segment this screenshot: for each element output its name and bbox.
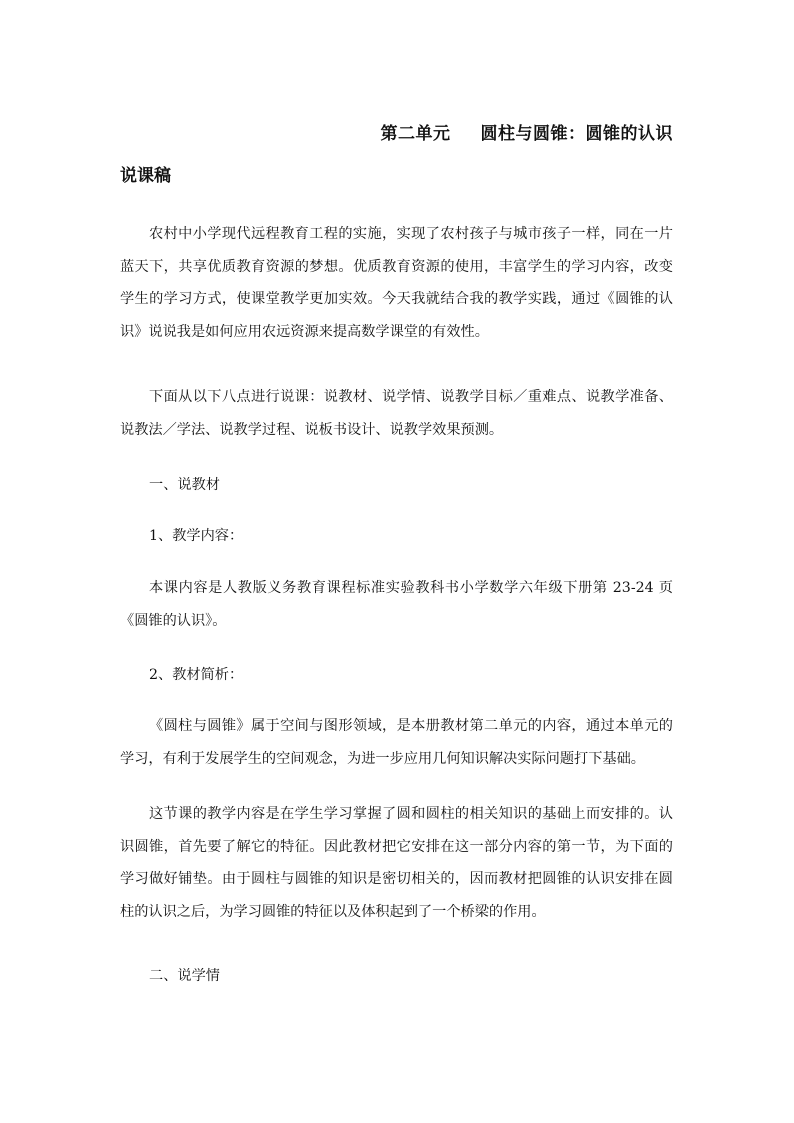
paragraph-intro: 农村中小学现代远程教育工程的实施，实现了农村孩子与城市孩子一样，同在一片蓝天下，共享优质教育资源的梦想。优质教育资源的使用，丰富学生的学习内容，改变学生的学习方式，使课堂教学更加实效。今天我就结合我的教学实践，通过《圆锥的认识》说说我是如何应用农远资源来提高数学课堂的有效性。 <box>120 226 673 340</box>
paragraph-analysis-2: 这节课的教学内容是在学生学习掌握了圆和圆柱的相关知识的基础上而安排的。认识圆锥，首先要了解它的特征。因此教材把它安排在这一部分内容的第一节，为下面的学习做好铺垫。由于圆柱与圆锥的知识是密切相关的，因而教材把圆锥的认识安排在圆柱的认识之后，为学习圆锥的特征以及体积起到了一个桥梁的作用。 <box>120 806 673 920</box>
subheading-textbook-analysis: 2、教材简析： <box>149 667 244 683</box>
paragraph-content: 本课内容是人教版义务教育课程标准实验教科书小学数学六年级下册第 23-24 页《圆锥的认识》。 <box>120 580 673 629</box>
title-unit: 第二单元 <box>380 124 451 144</box>
section-heading-student-analysis: 二、说学情 <box>149 968 220 984</box>
title-topic: 圆柱与圆锥：圆锥的认识 <box>480 124 673 144</box>
paragraph-analysis-1: 《圆柱与圆锥》属于空间与图形领域，是本册教材第二单元的内容，通过本单元的学习，有利于发展学生的空间观念，为进一步应用几何知识解决实际问题打下基础。 <box>120 718 673 767</box>
document-subtitle: 说课稿 <box>120 166 171 186</box>
paragraph-outline: 下面从以下八点进行说课：说教材、说学情、说教学目标／重难点、说教学准备、说教法／学法、说教学过程、说板书设计、说教学效果预测。 <box>120 389 673 438</box>
subheading-teaching-content: 1、教学内容： <box>149 528 244 544</box>
document-title <box>120 121 673 147</box>
section-heading-textbook: 一、说教材 <box>149 477 220 493</box>
